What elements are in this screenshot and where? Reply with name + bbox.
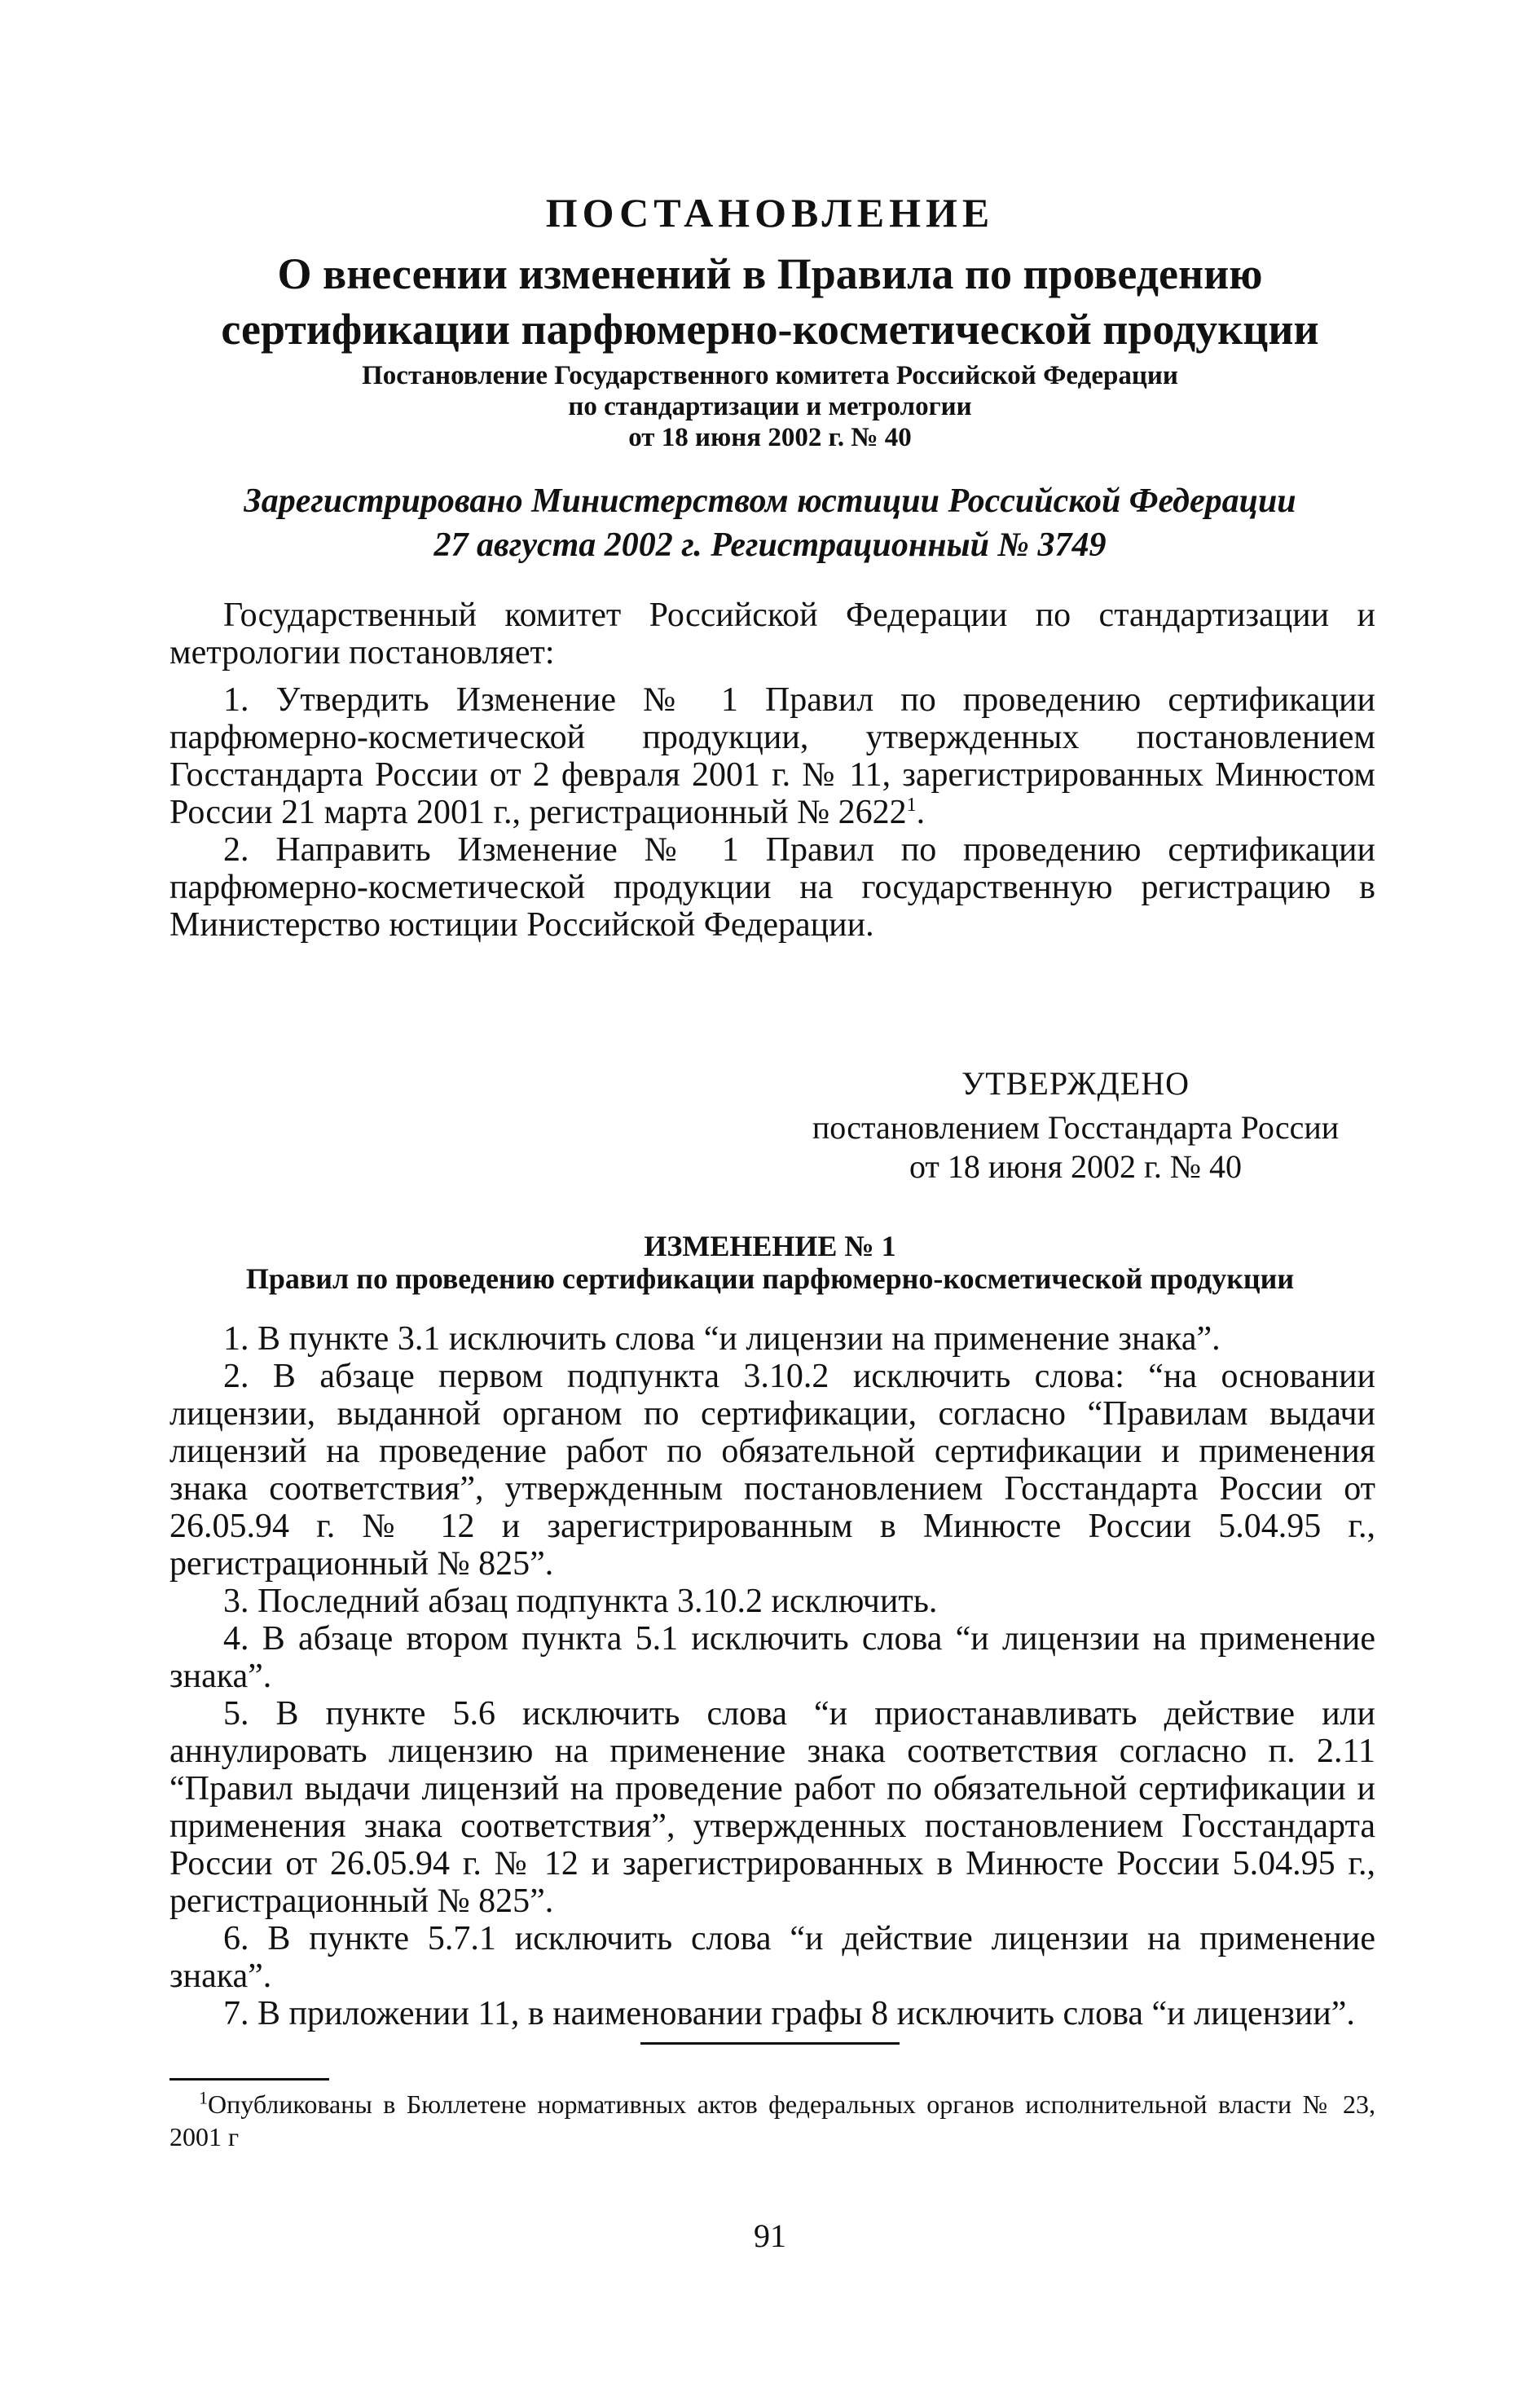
issuer-line-1: Постановление Государственного комитета Российской Федерации — [362, 361, 1178, 390]
resolution-item-2: 2. Направить Изменение № 1 Правил по проведению сертификации парфюмерно-косметической продукции на государственную регистрацию в Министерство юстиции Российской Федерации. — [169, 831, 1375, 944]
page-number: 91 — [754, 2217, 786, 2254]
footnote-body: Опубликованы в Бюллетене нормативных актов федеральных органов исполнительной власти № 23, 2001 г — [169, 2089, 1375, 2151]
document-type-heading: ПОСТАНОВЛЕНИЕ — [545, 190, 995, 236]
footnote-mark: 1 — [199, 2087, 208, 2108]
footnote — [169, 2088, 1375, 2153]
amendment-item-6: 6. В пункте 5.7.1 исключить слова “и действие лицензии на применение знака”. — [169, 1920, 1375, 1995]
approval-stamp-block — [782, 1064, 1369, 1187]
resolution-item-1 — [169, 681, 1375, 831]
amendment-item-4: 4. В абзаце втором пункта 5.1 исключить слова “и лицензии на применение знака”. — [169, 1620, 1375, 1695]
issuer-line-2: по стандартизации и метрологии — [568, 392, 972, 421]
document-title — [163, 246, 1377, 357]
resolution-item-1-end: . — [916, 794, 926, 831]
resolution-items — [169, 681, 1375, 944]
approval-line-2: от 18 июня 2002 г. № 40 — [909, 1148, 1243, 1185]
issuer-block — [244, 360, 1296, 453]
amendment-item-5: 5. В пункте 5.6 исключить слова “и приостанавливать действие или аннулировать лицензию на применение знака соответствия согласно п. 2.11 “Правил выдачи лицензий на проведение работ по обязательной сертификации и применения знака соответствия”, утвержденных постановлением Госстандарта России от 26.05.94 г. № 12 и зарегистрированных в Минюсте России 5.04.95 г., регистрационный № 825”. — [169, 1695, 1375, 1920]
approval-label: УТВЕРЖДЕНО — [961, 1065, 1190, 1102]
registration-line-2: 27 августа 2002 г. Регистрационный № 3749 — [433, 526, 1107, 564]
amendment-item-3: 3. Последний абзац подпункта 3.10.2 исключить. — [223, 1583, 938, 1620]
footnote-reference: 1 — [906, 795, 917, 816]
document-title-line-1: О внесении изменений в Правила по проведению — [277, 249, 1263, 298]
amendment-title: ИЗМЕНЕНИЕ № 1 — [644, 1230, 896, 1262]
intro-paragraph — [169, 597, 1375, 672]
footnote-text — [169, 2088, 1375, 2153]
amendment-item-2: 2. В абзаце первом подпункта 3.10.2 исключить слова: “на основании лицензии, выданной органом по сертификации, согласно “Правилам выдачи лицензий на проведение работ по обязательной сертификации и применения знака соответствия”, утвержденным постановлением Госстандарта России от 26.05.94 г. № 12 и зарегистрированным в Минюсте России 5.04.95 г., регистрационный № 825”. — [169, 1358, 1375, 1583]
issuer-date-number: от 18 июня 2002 г. № 40 — [628, 423, 912, 452]
intro-text: Государственный комитет Российской Федерации по стандартизации и метрологии постановляет: — [169, 597, 1375, 672]
amendment-item-1: 1. В пункте 3.1 исключить слова “и лицензии на применение знака”. — [223, 1320, 1221, 1358]
registration-line-1: Зарегистрировано Министерством юстиции Российской Федерации — [244, 482, 1296, 520]
registration-block — [163, 479, 1377, 567]
document-title-line-2: сертификации парфюмерно-косметической продукции — [221, 305, 1319, 354]
amendment-item-7: 7. В приложении 11, в наименовании графы 8 исключить слова “и лицензии”. — [223, 1995, 1355, 2032]
approval-line-1: постановлением Госстандарта России — [812, 1109, 1340, 1146]
resolution-item-1-text: 1. Утвердить Изменение № 1 Правил по проведению сертификации парфюмерно-косметической продукции, утвержденных постановлением Госстандарта России от 2 февраля 2001 г. № 11, зарегистрированных Минюстом России 21 марта 2001 г., регистрационный № 2622 — [169, 681, 1375, 831]
footnote-divider — [169, 2078, 329, 2081]
amendment-items — [169, 1320, 1375, 2032]
amendment-subtitle: Правил по проведению сертификации парфюмерно-косметической продукции — [245, 1262, 1295, 1295]
section-end-divider — [640, 2042, 900, 2045]
